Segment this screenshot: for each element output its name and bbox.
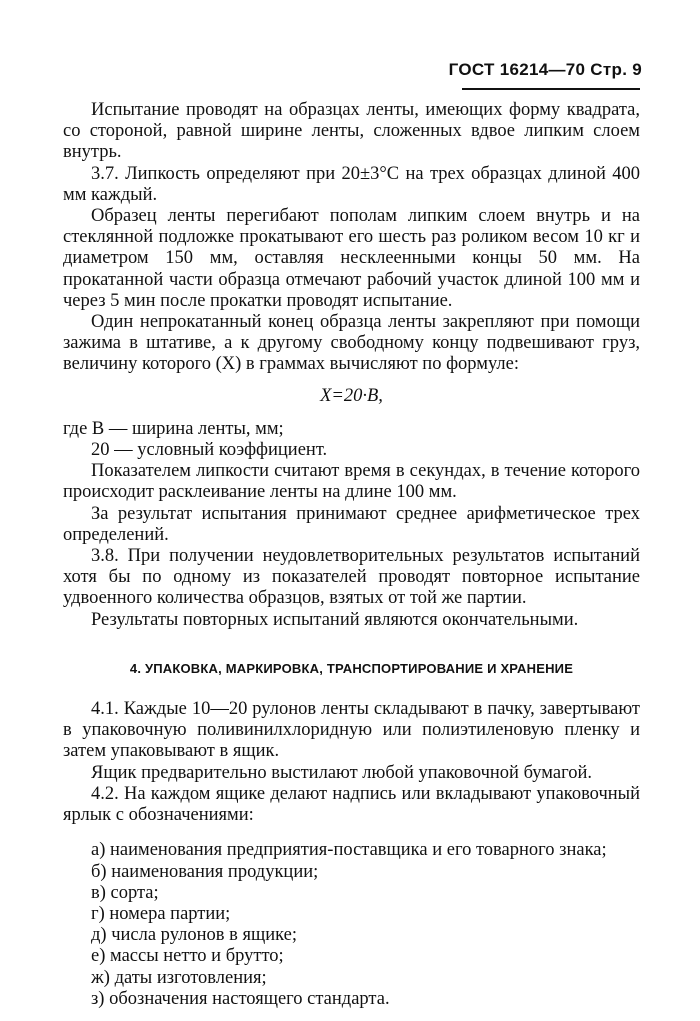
paragraph-box-lining: Ящик предварительно выстилают любой упаковочной бумагой. — [91, 762, 592, 783]
list-item: г) номера партии; — [91, 903, 231, 924]
marking-list — [63, 840, 640, 1010]
section-4-title: 4. УПАКОВКА, МАРКИРОВКА, ТРАНСПОРТИРОВАНИЕ И ХРАНЕНИЕ — [129, 660, 574, 676]
formula-where-coefficient: 20 — условный коэффициент. — [91, 440, 328, 461]
list-item: в) сорта; — [91, 882, 159, 903]
paragraph-test-samples: Испытание проводят на образцах ленты, имеющих форму квадрата, со стороной, равной ширине ленты, сложенных вдвое липким слоем внутрь. — [63, 100, 640, 163]
paragraph-final-results: Результаты повторных испытаний являются окончательными. — [91, 609, 579, 630]
page-header: ГОСТ 16214—70 Стр. 9 — [448, 60, 642, 79]
paragraph-test-result: За результат испытания принимают среднее арифметическое трех определений. — [63, 503, 640, 545]
list-item: ж) даты изготовления; — [91, 967, 267, 988]
header-rule — [462, 88, 640, 90]
paragraph-tack-indicator: Показателем липкости считают время в секундах, в течение которого происходит расклеивание ленты на длине 100 мм. — [63, 461, 640, 503]
paragraph-3-8: 3.8. При получении неудовлетворительных результатов испытаний хотя бы по одному из показателей проводят повторное испытание удвоенного количества образцов, взятых от той же партии. — [63, 546, 640, 609]
paragraph-4-1: 4.1. Каждые 10—20 рулонов ленты складывают в пачку, завертывают в упаковочную поливинилхлоридную или полиэтиленовую пленку и затем упаковывают в ящик. — [63, 699, 640, 762]
list-item: б) наименования продукции; — [91, 861, 319, 882]
paragraph-load-attachment: Один непрокатанный конец образца ленты закрепляют при помощи зажима в штативе, а к другому свободному концу подвешивают груз, величину которого (X) в граммах вычисляют по формуле: — [63, 312, 640, 375]
list-item: д) числа рулонов в ящике; — [91, 925, 298, 946]
paragraph-3-7: 3.7. Липкость определяют при 20±3°C на трех образцах длиной 400 мм каждый. — [63, 163, 640, 205]
list-item: е) массы нетто и брутто; — [91, 946, 284, 967]
formula-where-b: где B — ширина ленты, мм; — [63, 418, 284, 439]
document-body — [63, 100, 640, 1010]
list-item: з) обозначения настоящего стандарта. — [91, 988, 390, 1009]
formula: X=20·B, — [320, 385, 383, 406]
list-item: а) наименования предприятия-поставщика и его товарного знака; — [91, 840, 607, 861]
paragraph-sample-rolling: Образец ленты перегибают пополам липким слоем внутрь и на стеклянной подложке прокатывают его шесть раз роликом весом 10 кг и диаметром 150 мм, оставляя несклеенными концы 50 мм. На прокатанной части образца отмечают рабочий участок длиной 100 мм и через 5 мин после прокатки проводят испытание. — [63, 206, 640, 311]
paragraph-4-2: 4.2. На каждом ящике делают надпись или вкладывают упаковочный ярлык с обозначениями: — [63, 783, 640, 826]
